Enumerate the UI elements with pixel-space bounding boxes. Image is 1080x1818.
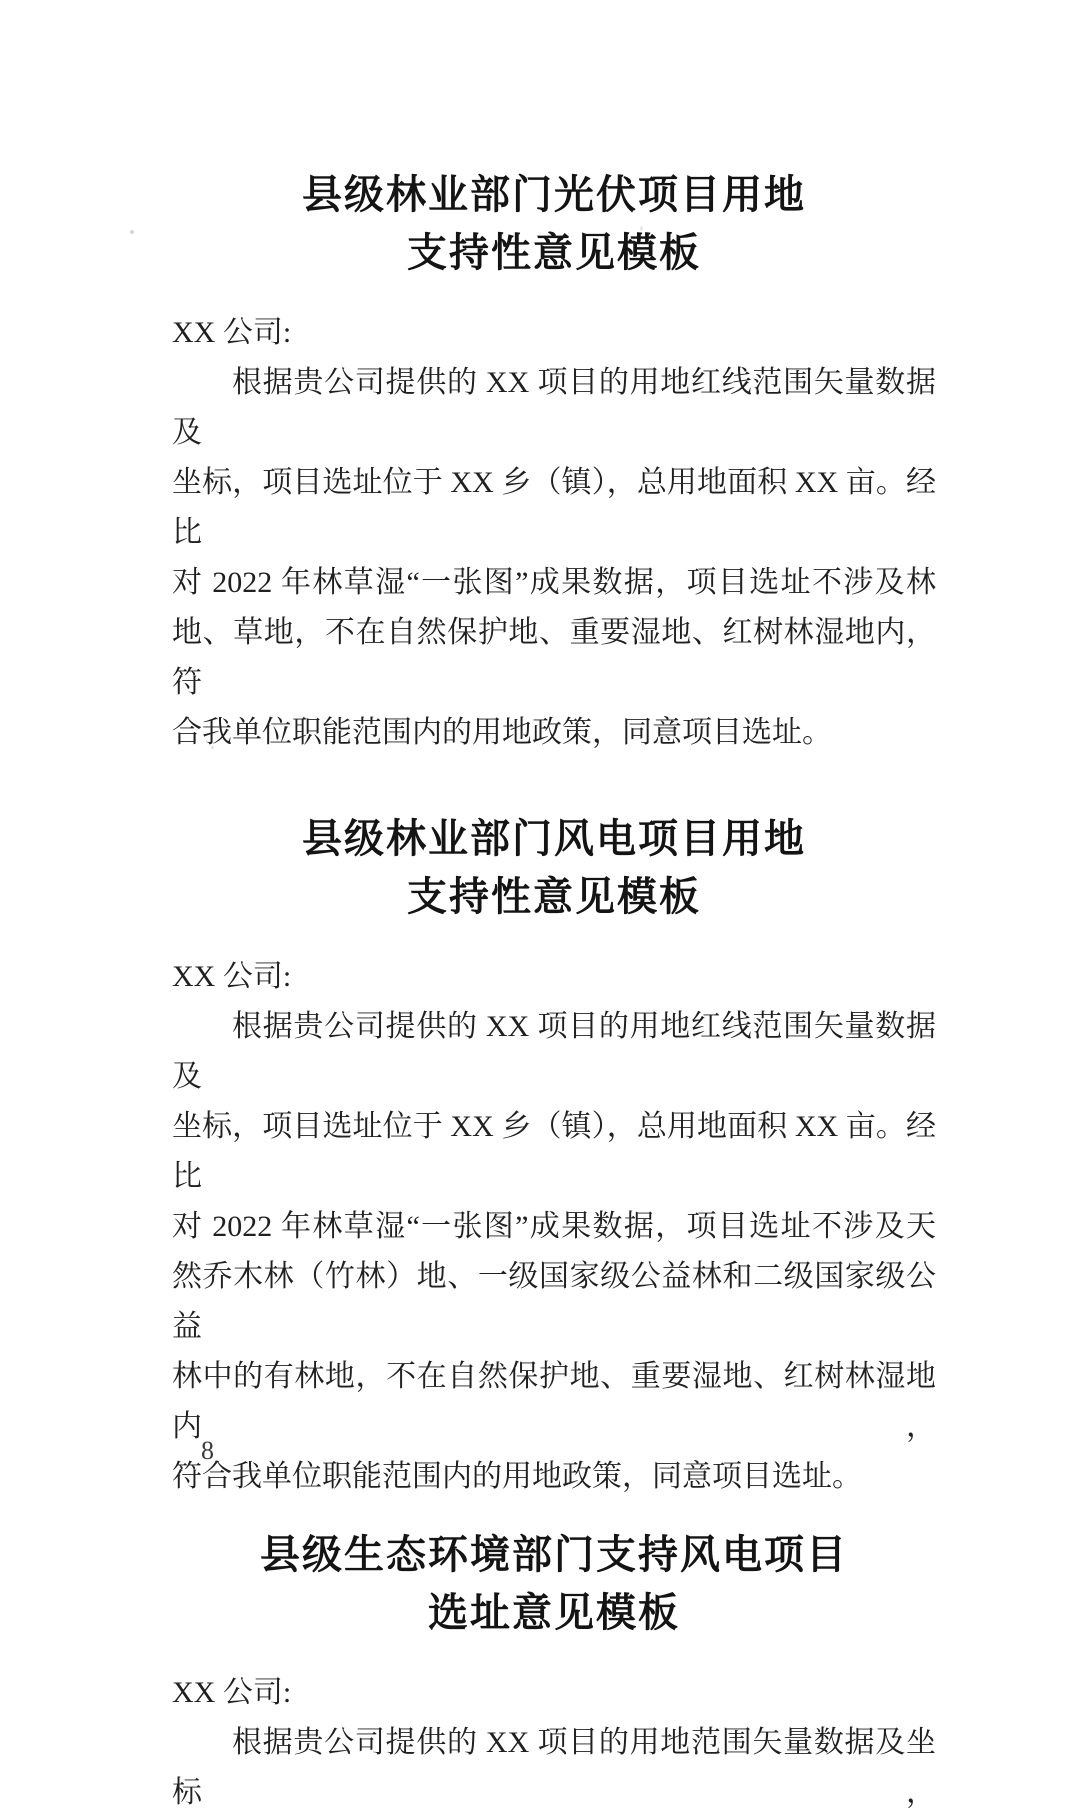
title-line: 选址意见模板: [428, 1590, 680, 1635]
section-title: [172, 166, 936, 282]
section-forestry-wind: [172, 810, 936, 1502]
paragraph-line: 坐标，项目选址位于 XX 乡（镇），总用地面积 XX 亩。经比: [172, 1110, 936, 1193]
title-line: 支持性意见模板: [407, 874, 701, 919]
title-line: 县级生态环境部门支持风电项目: [260, 1532, 848, 1577]
paragraph: [172, 1718, 936, 1818]
paragraph-line: 然乔木林（竹林）地、一级国家级公益林和二级国家级公益: [172, 1260, 936, 1343]
title-line: 支持性意见模板: [407, 230, 701, 275]
paragraph-line: 对 2022 年林草湿“一张图”成果数据，项目选址不涉及天: [172, 1210, 936, 1243]
paragraph-line: 对 2022 年林草湿“一张图”成果数据，项目选址不涉及林: [172, 566, 936, 599]
paragraph: [172, 358, 936, 758]
paragraph-line: 符合我单位职能范围内的用地政策，同意项目选址。: [172, 1460, 862, 1493]
paragraph: [172, 1002, 936, 1502]
title-line: 县级林业部门光伏项目用地: [302, 172, 806, 217]
paragraph-line: 合我单位职能范围内的用地政策，同意项目选址。: [172, 716, 832, 749]
scan-speck: [640, 226, 643, 231]
scan-speck: [130, 230, 134, 234]
salutation: XX 公司:: [172, 960, 292, 993]
section-eco-env-wind: [172, 1526, 936, 1818]
paragraph-line: 林中的有林地，不在自然保护地、重要湿地、红树林湿地内，: [172, 1360, 936, 1443]
paragraph-line: 根据贵公司提供的 XX 项目的用地范围矢量数据及坐标，: [172, 1726, 936, 1809]
section-forestry-pv: [172, 166, 936, 758]
salutation: XX 公司:: [172, 316, 292, 349]
paragraph-line: 根据贵公司提供的 XX 项目的用地红线范围矢量数据及: [172, 366, 936, 449]
paragraph-line: 坐标，项目选址位于 XX 乡（镇），总用地面积 XX 亩。经比: [172, 466, 936, 549]
scan-speck: [211, 746, 214, 749]
section-title: [172, 1526, 936, 1642]
page-number: 8: [201, 1436, 214, 1465]
title-line: 县级林业部门风电项目用地: [302, 816, 806, 861]
paragraph-line: 根据贵公司提供的 XX 项目的用地红线范围矢量数据及: [172, 1010, 936, 1093]
salutation: XX 公司:: [172, 1676, 292, 1709]
section-title: [172, 810, 936, 926]
paragraph-line: 地、草地，不在自然保护地、重要湿地、红树林湿地内，符: [172, 616, 936, 699]
